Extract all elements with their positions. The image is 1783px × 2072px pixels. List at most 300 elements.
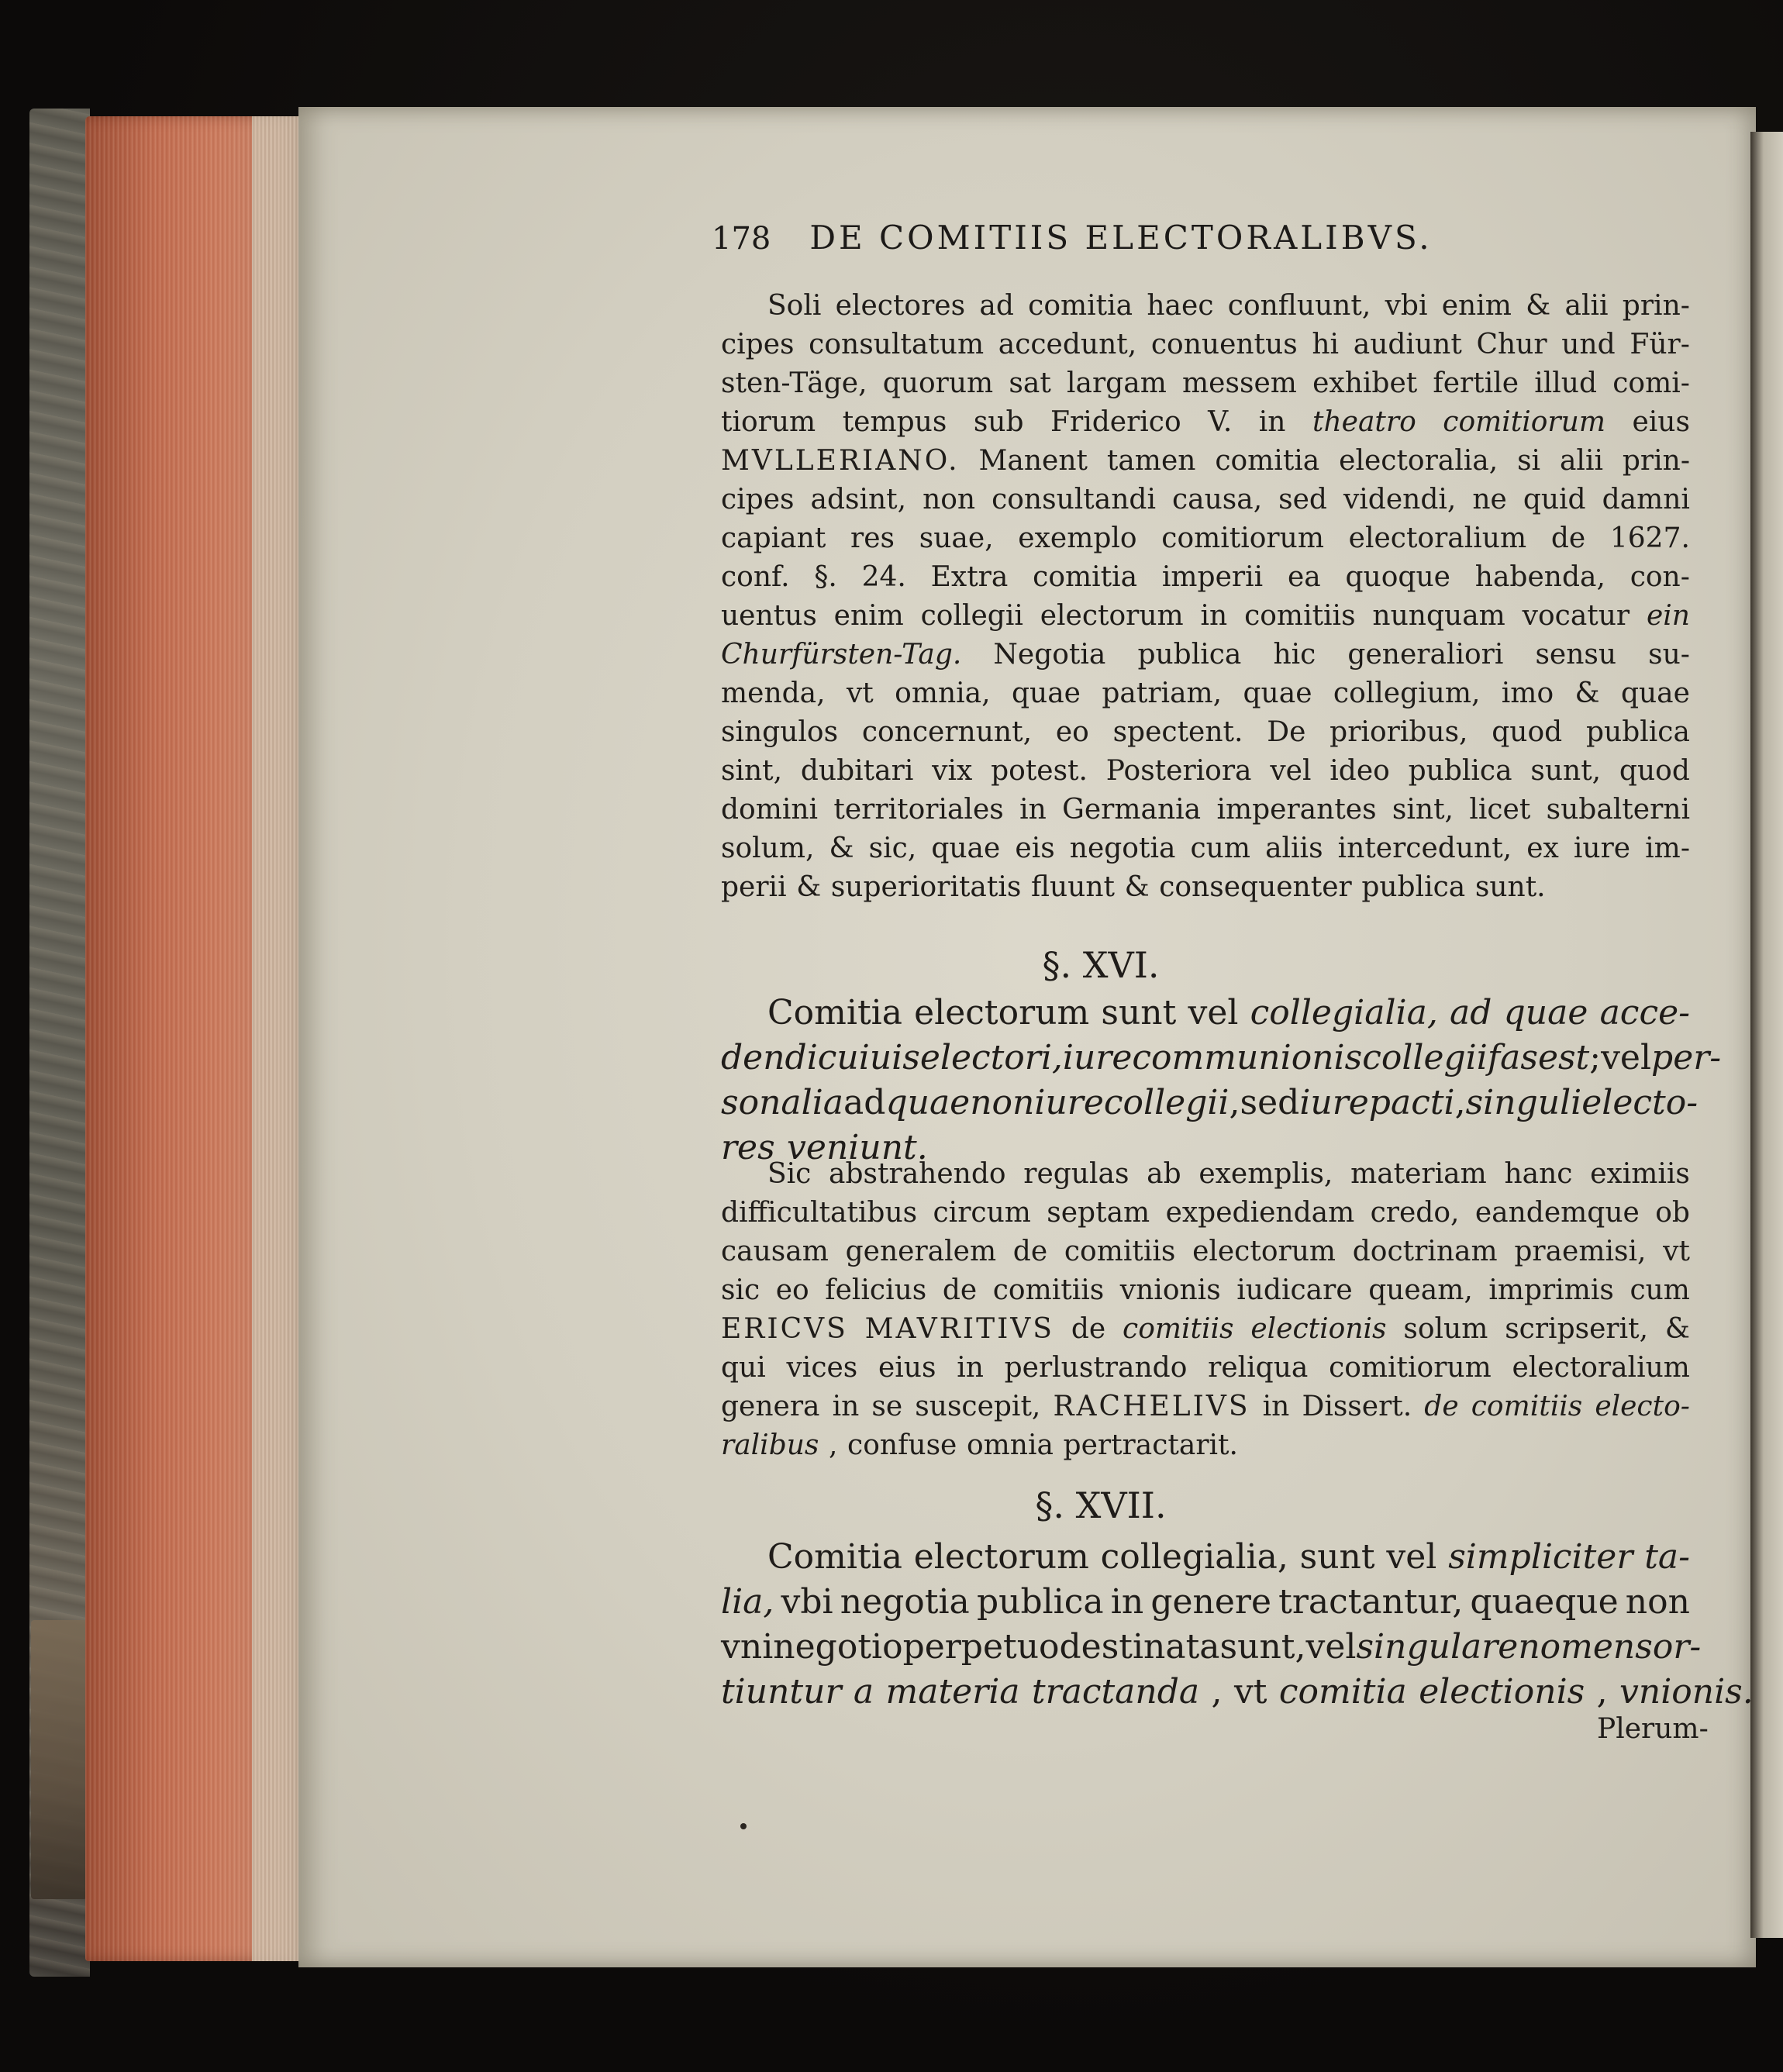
word: & xyxy=(1664,1313,1690,1345)
word: iudicare xyxy=(1236,1274,1353,1306)
word: aliis xyxy=(1265,833,1323,864)
word: , xyxy=(1454,1083,1466,1122)
word: generaliori xyxy=(1347,639,1504,671)
word: territoriales xyxy=(833,794,1004,826)
paragraph-1 xyxy=(721,287,1690,907)
word: comi- xyxy=(1612,367,1690,399)
word: eo xyxy=(775,1274,809,1306)
word: a xyxy=(853,1672,874,1712)
text-line xyxy=(721,364,1690,403)
word: exemplo xyxy=(1018,522,1137,554)
word: in xyxy=(832,1391,860,1422)
word: theatro xyxy=(1312,406,1416,438)
word: ein xyxy=(1646,600,1690,632)
word: publica xyxy=(976,1582,1104,1622)
word: tiuntur xyxy=(721,1672,842,1712)
word: quae xyxy=(931,833,1001,864)
word: prin- xyxy=(1622,290,1690,322)
word: prin- xyxy=(1622,445,1690,477)
word: doctrinam xyxy=(1352,1236,1498,1267)
word: vni xyxy=(721,1627,774,1667)
word: negotio xyxy=(773,1627,903,1667)
word: suae, xyxy=(919,522,994,554)
word: acce- xyxy=(1599,993,1690,1033)
word: & xyxy=(1574,677,1600,709)
word: queam, xyxy=(1368,1274,1473,1306)
word: hanc xyxy=(1504,1158,1573,1190)
word: consequenter xyxy=(1159,871,1352,903)
page-header xyxy=(712,219,1673,257)
word: ea xyxy=(1287,561,1321,593)
text-line xyxy=(721,713,1690,752)
word: accedunt, xyxy=(998,329,1137,360)
word: de xyxy=(1550,522,1586,554)
word: res xyxy=(721,1128,775,1167)
word: collegii xyxy=(1362,1038,1488,1077)
word: messem xyxy=(1182,367,1297,399)
word: quorum xyxy=(882,367,994,399)
word: spectent. xyxy=(1112,716,1243,748)
word: electorum xyxy=(914,993,1090,1033)
text-line xyxy=(721,519,1690,558)
word: Churfürsten-Tag. xyxy=(721,639,962,671)
word: capiant xyxy=(721,522,826,554)
word: uentus xyxy=(721,600,817,632)
word: se xyxy=(871,1391,903,1422)
word: suscepit, xyxy=(915,1391,1041,1422)
word: 1627. xyxy=(1609,522,1690,554)
word: electionis xyxy=(1250,1313,1387,1345)
word: non xyxy=(923,484,976,515)
word: vel xyxy=(1188,993,1239,1033)
word: de xyxy=(942,1274,978,1306)
word: imprimis xyxy=(1488,1274,1614,1306)
word: qui xyxy=(721,1352,766,1384)
word: MAVRITIVS xyxy=(864,1313,1054,1345)
word: publica xyxy=(1408,755,1512,787)
word: perlustrando xyxy=(1004,1352,1188,1384)
text-line xyxy=(721,674,1690,713)
word: collegialia, xyxy=(1100,1537,1288,1577)
word: con- xyxy=(1630,561,1690,593)
word: circum xyxy=(933,1197,1031,1229)
word: credo, xyxy=(1370,1197,1460,1229)
word: ; xyxy=(1589,1038,1602,1077)
text-line xyxy=(721,403,1690,442)
word: MVLLERIANO. xyxy=(721,445,960,477)
word: su- xyxy=(1648,639,1690,671)
word: potest. xyxy=(991,755,1088,787)
text-line xyxy=(721,1271,1690,1310)
word: de xyxy=(1012,1236,1048,1267)
word: res xyxy=(850,522,895,554)
word: causa, xyxy=(1171,484,1263,515)
section-heading-16: §. XVI. xyxy=(1042,944,1160,986)
text-line xyxy=(721,1233,1690,1271)
word: materia xyxy=(885,1672,1020,1712)
word: iure xyxy=(1034,1083,1104,1122)
word: adsint, xyxy=(810,484,907,515)
word: Comitia xyxy=(767,1537,902,1577)
word: ralibus xyxy=(721,1429,819,1461)
word: sed xyxy=(1240,1083,1300,1122)
text-line xyxy=(721,481,1690,519)
word: vt xyxy=(846,677,874,709)
text-line xyxy=(721,1625,1702,1670)
word: publica xyxy=(1586,716,1690,748)
word: collegialia, xyxy=(1250,993,1438,1033)
word: vel xyxy=(1305,1627,1357,1667)
word: , xyxy=(1229,1083,1240,1122)
text-line xyxy=(721,752,1690,791)
word: ne xyxy=(1472,484,1507,515)
word: sub xyxy=(973,406,1024,438)
word: solum, xyxy=(721,833,815,864)
word: sonalia xyxy=(721,1083,844,1122)
word: destinata xyxy=(1059,1627,1220,1667)
word: materiam xyxy=(1350,1158,1487,1190)
page-number: 178 xyxy=(712,221,771,257)
word: cuiuis xyxy=(817,1038,920,1077)
word: scripserit, xyxy=(1505,1313,1649,1345)
text-line xyxy=(721,1670,1754,1715)
word: electo- xyxy=(1581,1083,1699,1122)
word: confluunt, xyxy=(1227,290,1371,322)
word: RACHELIVS xyxy=(1053,1391,1250,1422)
word: vices xyxy=(786,1352,858,1384)
word: expediendam xyxy=(1165,1197,1355,1229)
word: alii xyxy=(1564,290,1609,322)
word: ob xyxy=(1655,1197,1690,1229)
word: comitiis xyxy=(1064,1236,1176,1267)
word: sor- xyxy=(1635,1627,1702,1667)
word: und xyxy=(1561,329,1616,360)
word: negotia xyxy=(1069,833,1176,864)
word: cipes xyxy=(721,329,795,360)
word: vnionis xyxy=(1119,1274,1221,1306)
word: domini xyxy=(721,794,819,826)
text-line xyxy=(721,1426,1690,1465)
word: fluunt xyxy=(1030,871,1115,903)
word: fas xyxy=(1487,1038,1538,1077)
word: quae xyxy=(885,1083,971,1122)
word: felicius xyxy=(825,1274,927,1306)
word: sunt, xyxy=(1530,755,1602,787)
word: fertile xyxy=(1433,367,1519,399)
word: hic xyxy=(1273,639,1316,671)
word: non xyxy=(970,1083,1035,1122)
word: concernunt, xyxy=(861,716,1033,748)
word: sint, xyxy=(1392,794,1454,826)
word: , xyxy=(829,1429,838,1461)
catchword: Plerum- xyxy=(1597,1713,1709,1745)
word: De xyxy=(1267,716,1306,748)
word: conuentus xyxy=(1150,329,1298,360)
paragraph-3 xyxy=(721,1155,1690,1465)
word: in xyxy=(1200,600,1228,632)
word: eo xyxy=(1055,716,1089,748)
word: electorum xyxy=(1040,600,1184,632)
word: quaeque xyxy=(1470,1582,1619,1622)
word: ideo xyxy=(1329,755,1390,787)
word: Friderico xyxy=(1050,406,1181,438)
ink-spot xyxy=(740,1823,747,1829)
word: in xyxy=(1110,1582,1144,1622)
word: singulare xyxy=(1356,1627,1519,1667)
facing-page-edge xyxy=(1750,132,1783,1938)
text-line xyxy=(721,1081,1699,1126)
text-line xyxy=(721,1388,1690,1426)
word: iure xyxy=(1573,833,1631,864)
word: intercedunt, xyxy=(1337,833,1512,864)
word: confuse xyxy=(847,1429,957,1461)
word: Sic xyxy=(767,1158,812,1190)
word: §. xyxy=(814,561,837,593)
word: difficultatibus xyxy=(721,1197,918,1229)
word: comitia xyxy=(1033,561,1138,593)
word: & xyxy=(1526,290,1551,322)
word: exhibet xyxy=(1312,367,1418,399)
word: septam xyxy=(1047,1197,1150,1229)
word: quae xyxy=(1243,677,1312,709)
word: electoralium xyxy=(1512,1352,1690,1384)
word: in xyxy=(1258,406,1286,438)
word: nunquam xyxy=(1372,600,1505,632)
word: per- xyxy=(1651,1038,1722,1077)
word: comitiorum xyxy=(1329,1352,1492,1384)
word: electoralium xyxy=(1348,522,1527,554)
word: tractanda xyxy=(1031,1672,1200,1712)
word: cum xyxy=(1630,1274,1690,1306)
word: in xyxy=(957,1352,984,1384)
word: eximiis xyxy=(1590,1158,1690,1190)
word: ab xyxy=(1147,1158,1181,1190)
word: imperantes xyxy=(1216,794,1377,826)
word: quae xyxy=(1011,677,1081,709)
word: veniunt. xyxy=(787,1128,928,1167)
word: sunt xyxy=(1101,993,1177,1033)
word: electori, xyxy=(919,1038,1063,1077)
word: iure xyxy=(1299,1083,1369,1122)
running-title: DE COMITIIS ELECTORALIBVS. xyxy=(809,219,1433,257)
text-line xyxy=(721,1580,1690,1625)
word: Für- xyxy=(1630,329,1690,360)
word: omnia, xyxy=(895,677,991,709)
word: sensu xyxy=(1535,639,1617,671)
text-line xyxy=(721,558,1690,597)
word: est xyxy=(1537,1038,1590,1077)
word: eius xyxy=(1632,406,1690,438)
word: reliqua xyxy=(1208,1352,1309,1384)
word: electores xyxy=(835,290,966,322)
word: Negotia xyxy=(993,639,1106,671)
paragraph-2 xyxy=(721,991,1722,1170)
word: comitiorum xyxy=(1161,522,1324,554)
word: lia, xyxy=(721,1582,774,1622)
text-line xyxy=(721,1535,1690,1580)
word: menda, xyxy=(721,677,826,709)
word: perpetuo xyxy=(902,1627,1060,1667)
word: & xyxy=(829,833,854,864)
word: solum xyxy=(1403,1313,1488,1345)
word: electo- xyxy=(1595,1391,1690,1422)
text-line xyxy=(721,442,1690,481)
word: collegium, xyxy=(1333,677,1481,709)
word: Dissert. xyxy=(1302,1391,1412,1422)
word: illud xyxy=(1534,367,1598,399)
word: Soli xyxy=(767,290,822,322)
word: imo xyxy=(1501,677,1554,709)
word: regulas xyxy=(1023,1158,1129,1190)
word: sint, xyxy=(721,755,783,787)
word: nomen xyxy=(1518,1627,1636,1667)
word: licet xyxy=(1469,794,1531,826)
word: alii xyxy=(1559,445,1603,477)
word: sunt xyxy=(1299,1537,1375,1577)
cover-wear-patch xyxy=(31,1620,87,1899)
word: non xyxy=(1625,1582,1690,1622)
word: tiorum xyxy=(721,406,816,438)
word: genere xyxy=(1150,1582,1271,1622)
word: haec xyxy=(1147,290,1214,322)
word: superioritatis xyxy=(830,871,1022,903)
word: simpliciter xyxy=(1448,1537,1633,1577)
word: hi xyxy=(1312,329,1340,360)
word: electorum xyxy=(913,1537,1089,1577)
word: ta- xyxy=(1644,1537,1690,1577)
word: sed xyxy=(1278,484,1327,515)
word: quae xyxy=(1503,993,1588,1033)
word: vt xyxy=(1663,1236,1690,1267)
word: vocatur xyxy=(1522,600,1630,632)
word: , xyxy=(1596,1672,1608,1712)
word: consultandi xyxy=(992,484,1156,515)
word: prioribus, xyxy=(1329,716,1468,748)
word: subalterni xyxy=(1546,794,1690,826)
word: electionis xyxy=(1419,1672,1585,1712)
paragraph-4 xyxy=(721,1535,1754,1715)
word: omnia xyxy=(966,1429,1054,1461)
word: enim xyxy=(833,600,904,632)
word: Extra xyxy=(930,561,1009,593)
word: pertractarit. xyxy=(1063,1429,1238,1461)
word: tractantur, xyxy=(1278,1582,1464,1622)
word: comitia xyxy=(1215,445,1320,477)
word: ad xyxy=(843,1083,886,1122)
word: collegii xyxy=(1103,1083,1229,1122)
word: si xyxy=(1517,445,1541,477)
word: electoralia, xyxy=(1339,445,1498,477)
word: Chur xyxy=(1476,329,1547,360)
word: enim xyxy=(1441,290,1512,322)
word: quod xyxy=(1492,716,1563,748)
word: iure xyxy=(1062,1038,1133,1077)
text-line xyxy=(721,326,1690,364)
word: damni xyxy=(1602,484,1690,515)
word: vel xyxy=(1601,1038,1652,1077)
word: sunt, xyxy=(1219,1627,1306,1667)
word: vel xyxy=(1386,1537,1437,1577)
word: quae xyxy=(1620,677,1690,709)
word: sat xyxy=(1009,367,1051,399)
word: vix xyxy=(932,755,973,787)
word: Germania xyxy=(1062,794,1202,826)
word: de xyxy=(1424,1391,1459,1422)
word: cum xyxy=(1190,833,1250,864)
word: & xyxy=(796,871,822,903)
word: abstrahendo xyxy=(829,1158,1006,1190)
word: tamen xyxy=(1106,445,1196,477)
text-line xyxy=(721,991,1690,1036)
text-line xyxy=(721,829,1690,868)
word: dendi xyxy=(721,1038,818,1077)
word: negotia xyxy=(840,1582,970,1622)
word: singulos xyxy=(721,716,839,748)
word: cipes xyxy=(721,484,795,515)
word: pacti xyxy=(1368,1083,1455,1122)
word: eis xyxy=(1015,833,1055,864)
text-line xyxy=(721,1036,1722,1081)
word: eius xyxy=(878,1352,936,1384)
word: patriam, xyxy=(1102,677,1223,709)
word: vt xyxy=(1233,1672,1267,1712)
word: im- xyxy=(1645,833,1690,864)
word: imperii xyxy=(1161,561,1264,593)
word: eandemque xyxy=(1474,1197,1640,1229)
word: sic, xyxy=(868,833,917,864)
word: comitia xyxy=(1278,1672,1407,1712)
word: comitia xyxy=(1028,290,1133,322)
word: , xyxy=(1211,1672,1223,1712)
text-line xyxy=(721,636,1690,674)
word: de xyxy=(1071,1313,1106,1345)
word: sic xyxy=(721,1274,760,1306)
word: vel xyxy=(1270,755,1312,787)
text-line xyxy=(721,1310,1690,1349)
text-line xyxy=(721,597,1690,636)
word: vbi xyxy=(1385,290,1428,322)
word: exemplis, xyxy=(1198,1158,1333,1190)
word: causam xyxy=(721,1236,829,1267)
word: in xyxy=(1019,794,1047,826)
word: comitiis xyxy=(992,1274,1105,1306)
word: in xyxy=(1262,1391,1290,1422)
word: publica xyxy=(1137,639,1242,671)
word: vbi xyxy=(781,1582,833,1622)
word: habenda, xyxy=(1474,561,1605,593)
text-line xyxy=(721,1155,1690,1194)
text-line xyxy=(721,791,1690,829)
word: genera xyxy=(721,1391,820,1422)
word: quoque xyxy=(1345,561,1450,593)
word: videndi, xyxy=(1343,484,1457,515)
word: comitiis xyxy=(1123,1313,1234,1345)
word: comitiis xyxy=(1471,1391,1583,1422)
word: quod xyxy=(1619,755,1690,787)
word: comitiorum xyxy=(1443,406,1605,438)
word: V. xyxy=(1208,406,1233,438)
word: comitiis xyxy=(1244,600,1356,632)
word: Posteriora xyxy=(1105,755,1252,787)
word: audiunt xyxy=(1353,329,1462,360)
word: collegii xyxy=(920,600,1023,632)
word: largam xyxy=(1067,367,1167,399)
section-heading-17: §. XVII. xyxy=(1035,1484,1167,1526)
word: perii xyxy=(721,871,787,903)
word: communionis xyxy=(1132,1038,1363,1077)
text-line xyxy=(721,1349,1690,1388)
word: publica xyxy=(1361,871,1466,903)
